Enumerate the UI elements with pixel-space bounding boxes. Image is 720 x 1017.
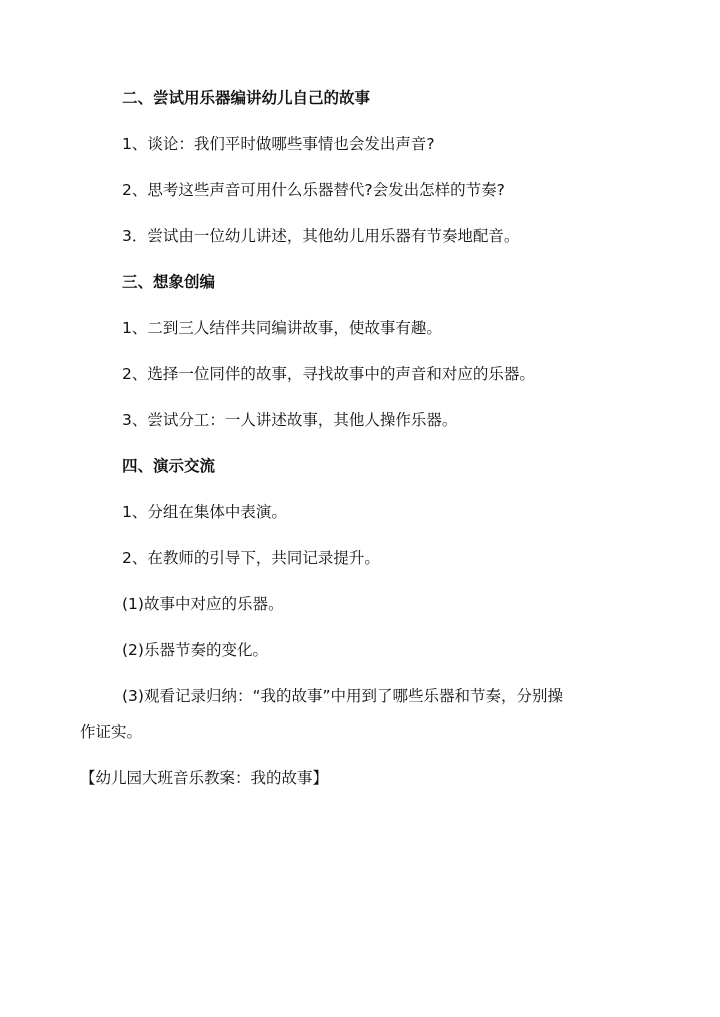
- list-item: (3)观看记录归纳：“我的故事”中用到了哪些乐器和节奏，分别操: [122, 687, 564, 705]
- list-item: 1、分组在集体中表演。: [122, 503, 287, 521]
- list-item: 3、尝试分工：一人讲述故事，其他人操作乐器。: [122, 411, 458, 429]
- list-item: 1、二到三人结伴共同编讲故事，使故事有趣。: [122, 319, 442, 337]
- list-item: 3．尝试由一位幼儿讲述，其他幼儿用乐器有节奏地配音。: [122, 227, 520, 245]
- list-item: 2、在教师的引导下，共同记录提升。: [122, 549, 380, 567]
- list-item: 1、谈论：我们平时做哪些事情也会发出声音?: [122, 135, 435, 153]
- list-item: 2、思考这些声音可用什么乐器替代?会发出怎样的节奏?: [122, 181, 505, 199]
- document-footer: 【幼儿园大班音乐教案：我的故事】: [80, 769, 329, 787]
- list-item: (1)故事中对应的乐器。: [122, 595, 284, 613]
- section-heading-4: 四、演示交流: [122, 457, 216, 475]
- section-heading-3: 三、想象创编: [122, 273, 216, 291]
- section-heading-2: 二、尝试用乐器编讲幼儿自己的故事: [122, 89, 371, 107]
- list-item-continuation: 作证实。: [80, 723, 143, 741]
- list-item: (2)乐器节奏的变化。: [122, 641, 268, 659]
- list-item: 2、选择一位同伴的故事，寻找故事中的声音和对应的乐器。: [122, 365, 535, 383]
